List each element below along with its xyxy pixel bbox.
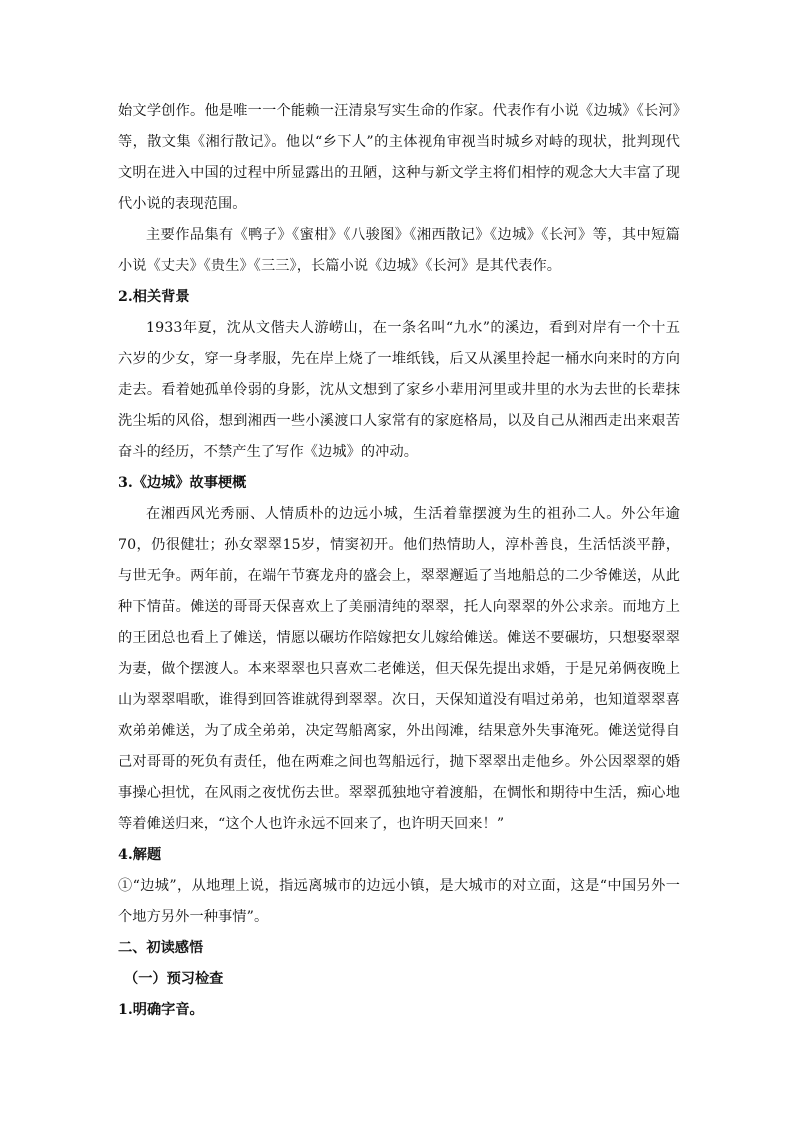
section-heading-first-reading: 二、初读感悟	[118, 940, 204, 956]
item-heading-pronunciation: 1.明确字音。	[118, 1002, 204, 1018]
section-heading-synopsis: 3.《边城》故事梗概	[118, 475, 247, 491]
title-explanation-paragraph: ①“边城”，从地理上说，指远离城市的边远小镇，是大城市的对立面，这是“中国另外一个地方另外一种事情”。	[118, 878, 680, 925]
major-works-paragraph: 主要作品集有《鸭子》《蜜柑》《八骏图》《湘西散记》《边城》《长河》等，其中短篇小说《丈夫》《贵生》《三三》，长篇小说《边城》《长河》是其代表作。	[118, 227, 680, 274]
background-paragraph: 1933年夏，沈从文偕夫人游崂山，在一条名叫“九水”的溪边，看到对岸有一个十五六岁的少女，穿一身孝服，先在岸上烧了一堆纸钱，后又从溪里拎起一桶水向来时的方向走去。看着她孤单伶弱的身影，沈从文想到了家乡小辈用河里或井里的水为去世的长辈抹洗尘垢的风俗，想到湘西一些小溪渡口人家常有的家庭格局，以及自己从湘西走出来艰苦奋斗的经历，不禁产生了写作《边城》的冲动。	[118, 320, 680, 460]
author-intro-paragraph: 始文学创作。他是唯一一个能赖一汪清泉写实生命的作家。代表作有小说《边城》《长河》等，散文集《湘行散记》。他以“乡下人”的主体视角审视当时城乡对峙的现状，批判现代文明在进入中国的过程中所显露出的丑陋，这种与新文学主将们相悖的观念大大丰富了现代小说的表现范围。	[118, 103, 680, 212]
section-heading-title-explanation: 4.解题	[118, 847, 162, 863]
section-heading-background: 2.相关背景	[118, 289, 190, 305]
subsection-heading-preview-check: （一）预习检查	[124, 971, 224, 987]
document-page	[118, 96, 680, 1026]
synopsis-paragraph: 在湘西风光秀丽、人情质朴的边远小城，生活着靠摆渡为生的祖孙二人。外公年逾70，仍很健壮；孙女翠翠15岁，情窦初开。他们热情助人，淳朴善良，生活恬淡平静，与世无争。两年前，在端午节赛龙舟的盛会上，翠翠邂逅了当地船总的二少爷傩送，从此种下情苗。傩送的哥哥天保喜欢上了美丽清纯的翠翠，托人向翠翠的外公求亲。而地方上的王团总也看上了傩送，情愿以碾坊作陪嫁把女儿嫁给傩送。傩送不要碾坊，只想娶翠翠为妻，做个摆渡人。本来翠翠也只喜欢二老傩送，但天保先提出求婚，于是兄弟俩夜晚上山为翠翠唱歌，谁得到回答谁就得到翠翠。次日，天保知道没有唱过弟弟，也知道翠翠喜欢弟弟傩送，为了成全弟弟，决定驾船离家，外出闯滩，结果意外失事淹死。傩送觉得自己对哥哥的死负有责任，他在两难之间也驾船远行，抛下翠翠出走他乡。外公因翠翠的婚事操心担忧，在风雨之夜忧伤去世。翠翠孤独地守着渡船，在惆怅和期待中生活，痴心地等着傩送归来，“这个人也许永远不回来了，也许明天回来！”	[118, 506, 680, 832]
